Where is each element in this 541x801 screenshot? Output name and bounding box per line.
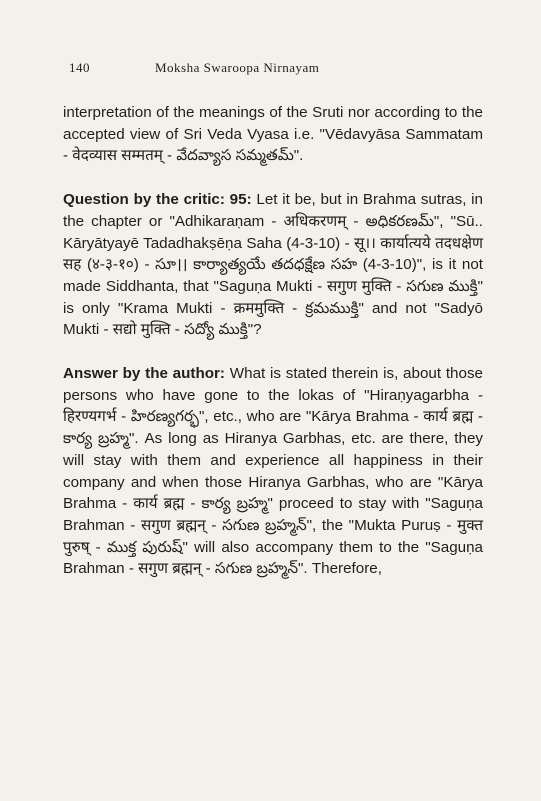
answer-heading: Answer by the author: bbox=[63, 365, 225, 383]
paragraph-text: interpretation of the meanings of the Sruti nor according to the accepted view of Sri Veda Vyasa i.e. "Vēdavyāsa Sammatam - वेदव्यास सम्मतम् - వేదవ్యాస సమ్మతమ్". bbox=[63, 104, 483, 165]
paragraph-1 bbox=[63, 102, 483, 167]
paragraph-gap bbox=[63, 167, 483, 189]
paragraph-gap bbox=[63, 341, 483, 363]
page-number: 140 bbox=[69, 60, 90, 75]
paragraph-text bbox=[63, 189, 483, 341]
question-heading: Question by the critic: 95: bbox=[63, 191, 252, 209]
paragraph-2 bbox=[63, 189, 483, 341]
running-title: Moksha Swaroopa Nirnayam bbox=[155, 60, 320, 75]
page-header bbox=[63, 60, 483, 76]
question-text: Let it be, but in Brahma sutras, in the chapter or "Adhikaraṇam - अधिकरणम् - అధికరణమ్", "Sū.. Kāryātyayē Tadadhakṣēṇa Saha (4-3-10) - सू।। कार्यात्यये तदधक्षेण सह (४-३-१०) - సూ।। కార్యాత్యయే తదధక్షేణ సహ (4-3-10)", is it not made Siddhanta, that "Saguṇa Mukti - सगुण मुक्ति - సగుణ ముక్తి" is only "Krama Mukti - क्रममुक्ति - క్రమముక్తి" and not "Sadyō Mukti - सद्यो मुक्ति - సద్యో ముక్తి"? bbox=[63, 191, 483, 339]
answer-text: What is stated therein is, about those persons who have gone to the lokas of "Hiraṇyagarbha - हिरण्यगर्भ - హిరణ్యగర్భ", etc., who are "Kārya Brahma - कार्य ब्रह्म - కార్య బ్రహ్మ". As long as Hiranya Garbhas, etc. are there, they will stay with them and experience all happiness in their company and when those Hiranya Garbhas, who are "Kārya Brahma - कार्य ब्रह्म - కార్య బ్రహ్మ" proceed to stay with "Saguṇa Brahman - सगुण ब्रह्मन् - సగుణ బ్రహ్మన్", the "Mukta Puruṣ - मुक्त पुरुष् - ముక్త పురుష్" will also accompany them to the "Saguṇa Brahman - सगुण ब्रह्मन् - సగుణ బ్రహ్మన్". Therefore, bbox=[63, 365, 483, 578]
paragraph-3 bbox=[63, 363, 483, 580]
paragraph-text bbox=[63, 363, 483, 580]
